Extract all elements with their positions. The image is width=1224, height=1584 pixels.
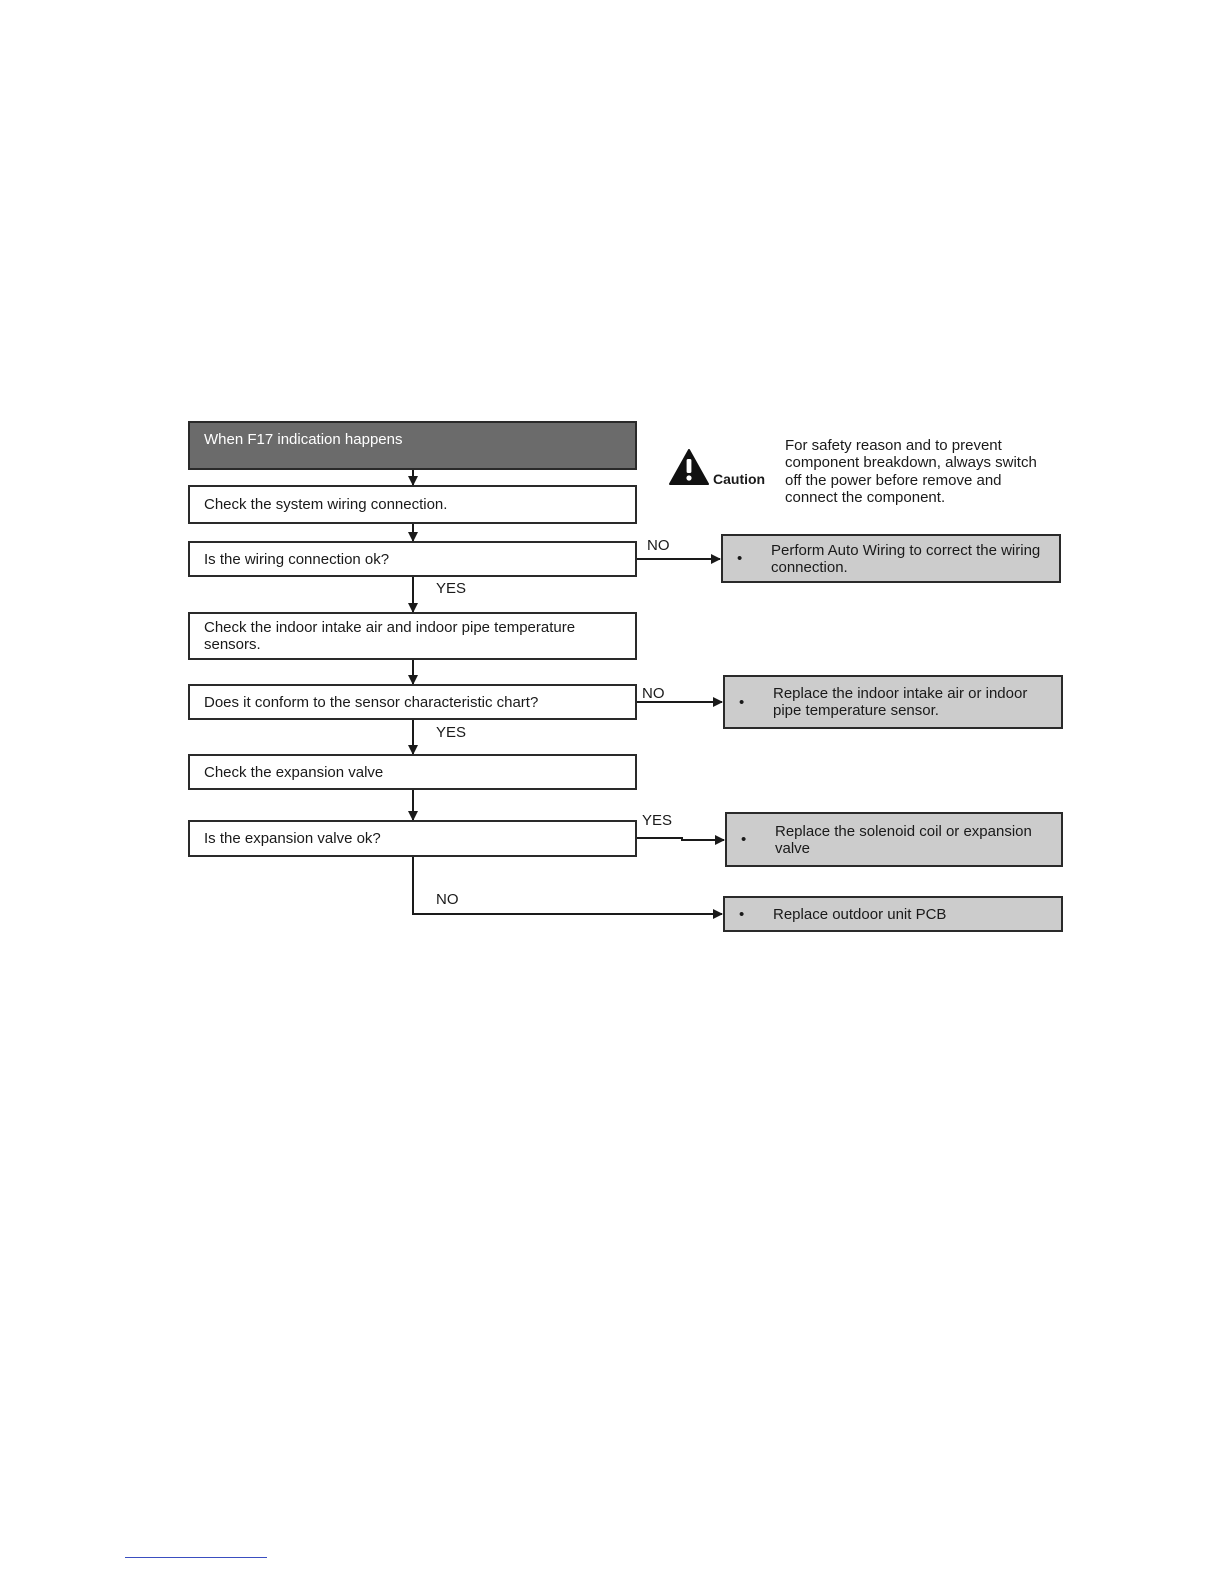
decision-expansion-valve-ok (188, 820, 637, 857)
step-check-sensors-text: Check the indoor intake air and indoor pipe temperature sensors. (204, 619, 576, 653)
decision-sensor-chart (188, 684, 637, 720)
bullet: • (739, 693, 745, 711)
caution-label: Caution (713, 471, 766, 487)
footer-rule (125, 1557, 267, 1558)
start-text: When F17 indication happens (204, 431, 403, 448)
label-yes-wiring: YES (436, 580, 467, 597)
action-replace-solenoid-text: Replace the solenoid coil or expansion valve (775, 822, 1032, 857)
decision-wiring-ok-text: Is the wiring connection ok? (204, 550, 390, 568)
label-yes-valve: YES (642, 812, 673, 829)
decision-sensor-chart-text: Does it conform to the sensor characteristic chart? (204, 693, 539, 711)
bullet: • (739, 905, 745, 923)
warning-triangle-icon (669, 449, 709, 485)
step-check-expansion-valve-text: Check the expansion valve (204, 763, 384, 781)
step-check-wiring-text: Check the system wiring connection. (204, 496, 448, 513)
label-no-wiring: NO (647, 537, 670, 554)
step-check-sensors (188, 612, 637, 660)
action-auto-wiring (721, 534, 1061, 583)
step-check-wiring (188, 485, 637, 524)
action-replace-sensor (723, 675, 1063, 729)
bullet: • (741, 831, 747, 848)
action-auto-wiring-text: Perform Auto Wiring to correct the wiring connection. (771, 541, 1041, 576)
label-no-valve: NO (436, 891, 459, 908)
caution-text: For safety reason and to prevent component breakdown, always switch off the power before remove and connect the component. (785, 437, 1037, 507)
action-replace-solenoid (725, 812, 1063, 867)
arrow-q3-yes (637, 838, 724, 840)
bullet: • (737, 550, 743, 567)
action-replace-pcb (723, 896, 1063, 932)
action-replace-sensor-text: Replace the indoor intake air or indoor pipe temperature sensor. (773, 685, 1028, 719)
step-check-expansion-valve (188, 754, 637, 790)
start-box (188, 421, 637, 470)
label-no-sensor: NO (642, 685, 665, 702)
label-yes-sensor: YES (436, 724, 467, 741)
decision-wiring-ok (188, 541, 637, 577)
action-replace-pcb-text: Replace outdoor unit PCB (773, 905, 947, 923)
arrow-q3-no (413, 856, 722, 914)
decision-expansion-valve-ok-text: Is the expansion valve ok? (204, 830, 381, 847)
